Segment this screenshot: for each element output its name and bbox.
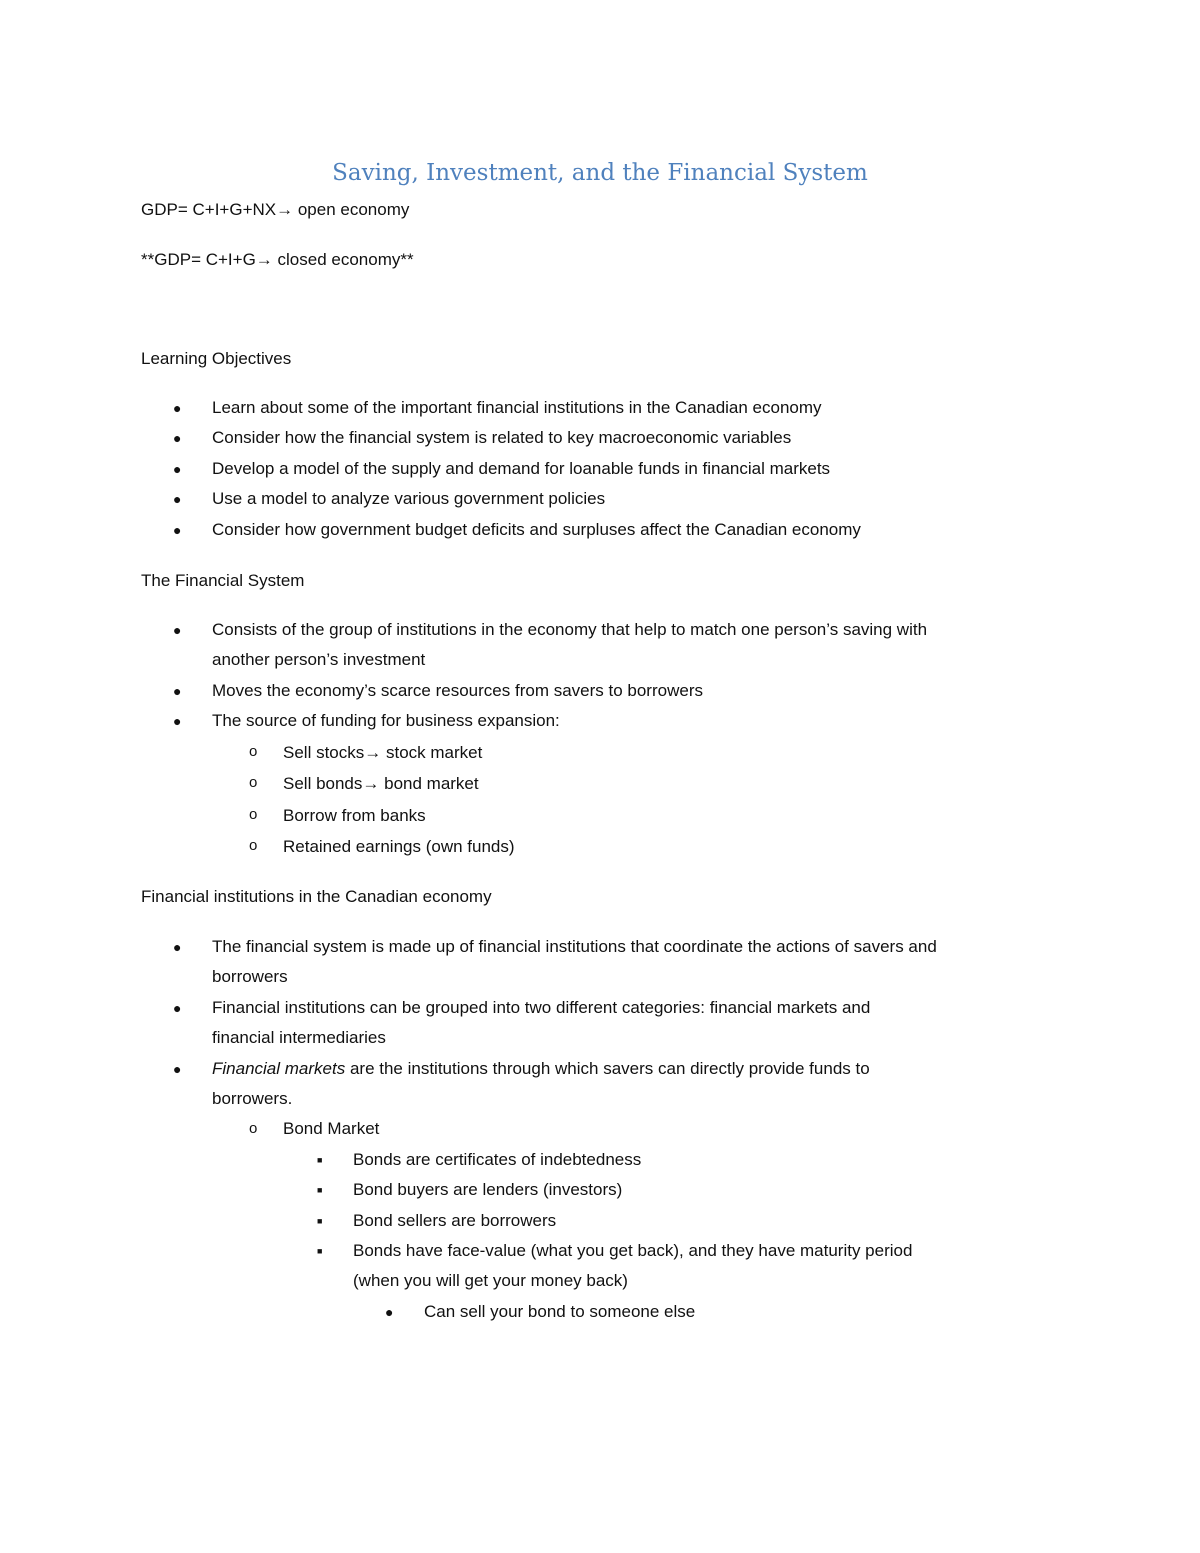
bullet-disc-icon: ●: [173, 430, 182, 447]
sub-sub-list-item-continuation: (when you will get your money back): [353, 1271, 628, 1291]
financial-institutions-heading: Financial institutions in the Canadian economy: [141, 887, 492, 906]
bullet-disc-icon: ●: [173, 713, 182, 730]
financial-system-list: [141, 615, 1101, 863]
financial-markets-term: Financial markets: [212, 1058, 346, 1078]
bullet-disc-icon: ●: [173, 999, 182, 1016]
bullet-circle-icon: o: [249, 837, 258, 855]
list-item: ● Moves the economy’s scarce resources from savers to borrowers: [141, 676, 1101, 706]
bullet-square-icon: ■: [317, 1246, 323, 1257]
bullet-disc-icon: ●: [173, 460, 182, 477]
list-item: ● Financial institutions can be grouped into two different categories: financial markets and: [141, 993, 1101, 1023]
list-item: ● Consider how the financial system is related to key macroeconomic variables: [141, 423, 1101, 453]
bullet-disc-icon: ●: [173, 939, 182, 955]
bullet-circle-icon: o: [249, 1120, 258, 1138]
list-item-continuation: borrowers.: [212, 1089, 293, 1109]
list-item: ● Learn about some of the important financial institutions in the Canadian economy: [141, 393, 1101, 423]
document-title: Saving, Investment, and the Financial System: [332, 160, 868, 186]
bullet-disc-icon: ●: [173, 622, 182, 638]
financial-system-heading: The Financial System: [141, 571, 305, 590]
bullet-disc-icon: ●: [173, 1060, 182, 1077]
list-item: ● Consider how government budget deficits and surpluses affect the Canadian economy: [141, 515, 1101, 545]
sub-list-item: o Borrow from banks: [141, 800, 1101, 832]
learning-objectives-list: [141, 393, 1101, 545]
bullet-disc-icon: ●: [173, 682, 182, 699]
sub-sub-list-item: ■ Bonds are certificates of indebtedness: [141, 1145, 1101, 1175]
list-item-continuation: borrowers: [212, 967, 288, 987]
sub-sub-list-item: ■ Bond buyers are lenders (investors): [141, 1175, 1101, 1205]
list-item-continuation: another person’s investment: [212, 650, 426, 670]
learning-objectives-heading: Learning Objectives: [141, 349, 292, 368]
bullet-disc-icon: ●: [173, 400, 182, 416]
sub-sub-list-item: ■ Bonds have face-value (what you get back), and they have maturity period: [141, 1236, 1101, 1266]
bullet-disc-icon: ●: [385, 1303, 394, 1320]
bullet-circle-icon: o: [249, 742, 258, 760]
list-item: ● Develop a model of the supply and demand for loanable funds in financial markets: [141, 454, 1101, 484]
gdp-open-economy-line: GDP= C+I+G+NX→ open economy: [141, 200, 410, 219]
sub-list-item: o Bond Market: [141, 1114, 1101, 1144]
sub-list-item: o Sell bonds→ bond market: [141, 768, 1101, 800]
bullet-square-icon: ■: [317, 1185, 323, 1196]
bullet-disc-icon: ●: [173, 521, 182, 538]
bullet-square-icon: ■: [317, 1154, 323, 1165]
bullet-square-icon: ■: [317, 1215, 323, 1226]
list-item: ● The financial system is made up of financial institutions that coordinate the actions of savers and: [141, 932, 1101, 962]
list-item-continuation: financial intermediaries: [212, 1028, 386, 1048]
bullet-disc-icon: ●: [173, 491, 182, 508]
sub-list-item: o Sell stocks→ stock market: [141, 737, 1101, 769]
sub-sub-sub-list-item: ● Can sell your bond to someone else: [141, 1297, 1101, 1327]
bullet-circle-icon: o: [249, 774, 258, 792]
bullet-circle-icon: o: [249, 805, 258, 823]
list-item: ● Use a model to analyze various government policies: [141, 484, 1101, 514]
list-item: ● Consists of the group of institutions in the economy that help to match one person’s saving with: [141, 615, 1101, 645]
financial-institutions-list: [141, 932, 1101, 1327]
list-item: ● The source of funding for business expansion:: [141, 706, 1101, 736]
sub-list-item: o Retained earnings (own funds): [141, 831, 1101, 863]
sub-sub-list-item: ■ Bond sellers are borrowers: [141, 1206, 1101, 1236]
list-item: ● Financial markets are the institutions through which savers can directly provide funds to: [141, 1054, 1101, 1084]
gdp-closed-economy-line: **GDP= C+I+G→ closed economy**: [141, 250, 414, 269]
